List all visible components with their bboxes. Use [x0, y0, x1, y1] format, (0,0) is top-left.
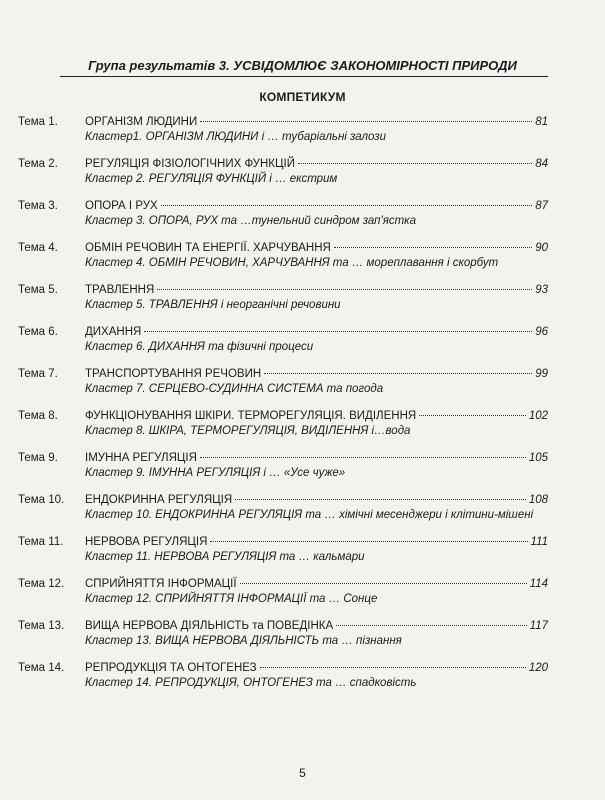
toc-entry [18, 410, 548, 452]
topic-page-number: 96 [535, 326, 548, 338]
cluster-subtitle: Кластер1. ОРГАНІЗМ ЛЮДИНИ і … тубаріальні залози [85, 131, 387, 143]
topic-page-number: 120 [528, 662, 548, 674]
topic-title: ФУНКЦІОНУВАННЯ ШКІРИ. ТЕРМОРЕГУЛЯЦІЯ. ВИДІЛЕННЯ [85, 410, 417, 422]
toc-entry [18, 158, 548, 200]
topic-page-number: 117 [529, 620, 548, 632]
dot-leader [334, 247, 532, 248]
toc-entry [18, 200, 548, 242]
topic-line [85, 536, 548, 548]
toc-entry [18, 662, 548, 704]
topic-line [85, 578, 548, 590]
cluster-subtitle: Кластер 10. ЕНДОКРИННА РЕГУЛЯЦІЯ та … хімічні месенджери і клітини-мішені [85, 509, 534, 521]
dot-leader [210, 541, 527, 542]
topic-title: СПРИЙНЯТТЯ ІНФОРМАЦІЇ [85, 578, 237, 590]
cluster-subtitle: Кластер 14. РЕПРОДУКЦІЯ, ОНТОГЕНЕЗ та … спадковість [85, 677, 417, 689]
dot-leader [264, 373, 532, 374]
topic-page-number: 99 [535, 368, 548, 380]
topic-label: Тема 6. [18, 326, 58, 338]
topic-page-number: 90 [535, 242, 548, 254]
page-header: Група результатів 3. УСВІДОМЛЮЄ ЗАКОНОМІРНОСТІ ПРИРОДИ [88, 58, 517, 73]
table-of-contents [18, 116, 548, 704]
cluster-subtitle: Кластер 13. ВИЩА НЕРВОВА ДІЯЛЬНІСТЬ та … пізнання [85, 635, 402, 647]
cluster-subtitle: Кластер 11. НЕРВОВА РЕГУЛЯЦІЯ та … кальмари [85, 551, 365, 563]
cluster-subtitle: Кластер 12. СПРИЙНЯТТЯ ІНФОРМАЦІЇ та … Сонце [85, 593, 378, 605]
cluster-subtitle: Кластер 3. ОПОРА, РУХ та …тунельний синдром зап'ястка [85, 215, 417, 227]
page-number: 5 [299, 766, 306, 780]
topic-title: ДИХАННЯ [85, 326, 142, 338]
header-divider [60, 76, 548, 77]
cluster-subtitle: Кластер 8. ШКІРА, ТЕРМОРЕГУЛЯЦІЯ, ВИДІЛЕННЯ і…вода [85, 425, 411, 437]
dot-leader [200, 457, 526, 458]
topic-title: ВИЩА НЕРВОВА ДІЯЛЬНІСТЬ та ПОВЕДІНКА [85, 620, 334, 632]
dot-leader [260, 667, 526, 668]
topic-title: ІМУННА РЕГУЛЯЦІЯ [85, 452, 197, 464]
dot-leader [419, 415, 526, 416]
topic-title: НЕРВОВА РЕГУЛЯЦІЯ [85, 536, 208, 548]
topic-title: РЕГУЛЯЦІЯ ФІЗІОЛОГІЧНИХ ФУНКЦІЙ [85, 158, 295, 170]
toc-entry [18, 494, 548, 536]
topic-page-number: 93 [535, 284, 548, 296]
topic-label: Тема 2. [18, 158, 58, 170]
topic-line [85, 284, 548, 296]
topic-line [85, 326, 548, 338]
cluster-subtitle: Кластер 6. ДИХАННЯ та фізичні процеси [85, 341, 314, 353]
toc-entry [18, 242, 548, 284]
topic-line [85, 200, 548, 212]
topic-label: Тема 5. [18, 284, 58, 296]
topic-page-number: 84 [535, 158, 548, 170]
topic-label: Тема 10. [18, 494, 65, 506]
topic-line [85, 368, 548, 380]
cluster-subtitle: Кластер 4. ОБМІН РЕЧОВИН, ХАРЧУВАННЯ та … мореплавання і скорбут [85, 257, 499, 269]
topic-line [85, 158, 548, 170]
topic-line [85, 242, 548, 254]
cluster-subtitle: Кластер 7. СЕРЦЕВО-СУДИННА СИСТЕМА та погода [85, 383, 384, 395]
toc-entry [18, 116, 548, 158]
topic-page-number: 111 [530, 536, 548, 548]
topic-line [85, 116, 548, 128]
topic-title: ТРАВЛЕННЯ [85, 284, 155, 296]
topic-page-number: 102 [528, 410, 548, 422]
section-title: КОМПЕТИКУМ [259, 90, 346, 104]
topic-page-number: 105 [528, 452, 548, 464]
dot-leader [200, 121, 532, 122]
topic-label: Тема 9. [18, 452, 58, 464]
topic-label: Тема 12. [18, 578, 65, 590]
cluster-subtitle: Кластер 9. ІМУННА РЕГУЛЯЦІЯ і … «Усе чуже» [85, 467, 346, 479]
dot-leader [144, 331, 532, 332]
toc-entry [18, 284, 548, 326]
topic-page-number: 108 [528, 494, 548, 506]
topic-line [85, 494, 548, 506]
dot-leader [298, 163, 532, 164]
topic-label: Тема 8. [18, 410, 58, 422]
topic-label: Тема 3. [18, 200, 58, 212]
topic-title: РЕПРОДУКЦІЯ ТА ОНТОГЕНЕЗ [85, 662, 257, 674]
topic-line [85, 662, 548, 674]
cluster-subtitle: Кластер 5. ТРАВЛЕННЯ і неорганічні речовини [85, 299, 341, 311]
topic-page-number: 87 [535, 200, 548, 212]
topic-label: Тема 11. [18, 536, 64, 548]
topic-page-number: 81 [535, 116, 548, 128]
topic-line [85, 410, 548, 422]
topic-title: ОПОРА І РУХ [85, 200, 158, 212]
dot-leader [336, 625, 527, 626]
topic-line [85, 452, 548, 464]
topic-title: ТРАНСПОРТУВАННЯ РЕЧОВИН [85, 368, 262, 380]
toc-entry [18, 326, 548, 368]
toc-entry [18, 620, 548, 662]
toc-entry [18, 368, 548, 410]
topic-line [85, 620, 548, 632]
topic-label: Тема 1. [18, 116, 58, 128]
dot-leader [235, 499, 526, 500]
topic-title: ОБМІН РЕЧОВИН ТА ЕНЕРГІЇ. ХАРЧУВАННЯ [85, 242, 331, 254]
toc-entry [18, 578, 548, 620]
topic-title: ОРГАНІЗМ ЛЮДИНИ [85, 116, 198, 128]
dot-leader [157, 289, 532, 290]
dot-leader [161, 205, 532, 206]
topic-title: ЕНДОКРИННА РЕГУЛЯЦІЯ [85, 494, 233, 506]
topic-label: Тема 13. [18, 620, 65, 632]
topic-page-number: 114 [529, 578, 548, 590]
toc-entry [18, 452, 548, 494]
dot-leader [240, 583, 527, 584]
cluster-subtitle: Кластер 2. РЕГУЛЯЦІЯ ФУНКЦІЙ і … екстрим [85, 173, 338, 185]
topic-label: Тема 7. [18, 368, 58, 380]
topic-label: Тема 14. [18, 662, 65, 674]
toc-entry [18, 536, 548, 578]
topic-label: Тема 4. [18, 242, 58, 254]
